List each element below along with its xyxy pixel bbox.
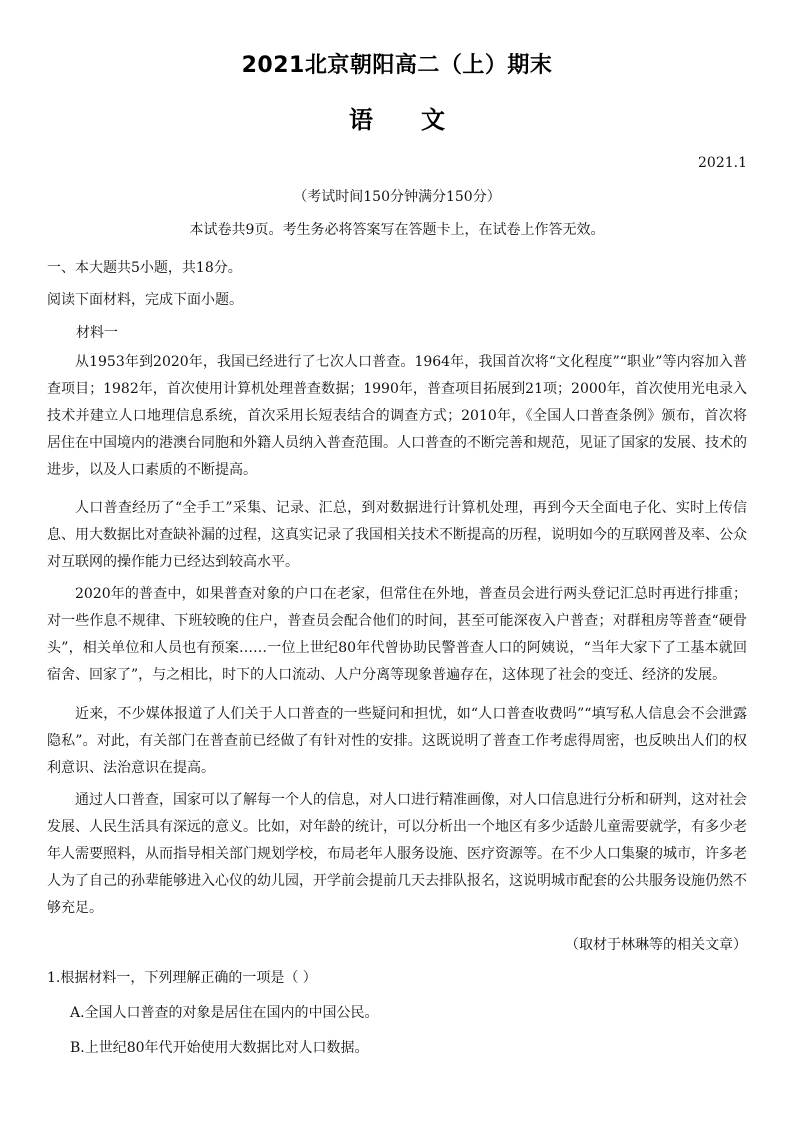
material-paragraph-2: 人口普查经历了“全手工”采集、记录、汇总，到对数据进行计算机处理，再到今天全面电子化、实时上传信息、用大数据比对查缺补漏的过程，这真实记录了我国相关技术不断提高的历程，说明如今的互联网普及率、公众对互联网的操作能力已经达到较高水平。 xyxy=(47,500,747,570)
material-paragraph-1: 从1953年到2020年，我国已经进行了七次人口普查。1964年，我国首次将“文化程度”“职业”等内容加入普查项目；1982年，首次使用计算机处理普查数据；1990年，普查项目拓展到21项；2000年，首次使用光电录入技术并建立人口地理信息系统，首次采用长短表结合的调查方式；2010年，《全国人口普查条例》颁布，首次将居住在中国境内的港澳台同胞和外籍人员纳入普查范围。人口普查的不断完善和规范，见证了国家的发展、技术的进步，以及人口素质的不断提高。 xyxy=(47,354,747,478)
question-1-option-a: A.全国人口普查的对象是居住在国内的中国公民。 xyxy=(70,1005,379,1021)
exam-date: 2021.1 xyxy=(698,155,747,171)
exam-time-note: （考试时间150分钟满分150分） xyxy=(293,189,501,205)
material-paragraph-3: 2020年的普查中，如果普查对象的户口在老家，但常住在外地，普查员会进行两头登记汇总时再进行排重；对一些作息不规律、下班较晚的住户，普查员会配合他们的时间，甚至可能深夜入户普查；对群租房等普查“硬骨头”，相关单位和人员也有预案……一位上世纪80年代曾协助民警普查人口的阿姨说，“当年大家下了工基本就回宿舍、回家了”，与之相比，时下的人口流动、人户分离等现象普遍存在，这体现了社会的变迁、经济的发展。 xyxy=(47,586,747,683)
material-source: （取材于林琳等的相关文章） xyxy=(565,937,747,953)
section-heading: 一、本大题共5小题，共18分。 xyxy=(47,260,242,276)
material-paragraph-5: 通过人口普查，国家可以了解每一个人的信息，对人口进行精准画像，对人口信息进行分析和研判，这对社会发展、人民生活具有深远的意义。比如，对年龄的统计，可以分析出一个地区有多少适龄儿童需要就学，有多少老年人需要照料，从而指导相关部门规划学校，布局老年人服务设施、医疗资源等。在不少人口集聚的城市，许多老人为了自己的孙辈能够进入心仪的幼儿园，开学前会提前几天去排队报名，这说明城市配套的公共服务设施仍然不够充足。 xyxy=(47,792,747,916)
subject-char-1: 语 xyxy=(349,106,373,134)
exam-title: 2021北京朝阳高二（上）期末 xyxy=(241,53,553,78)
reading-instruction: 阅读下面材料，完成下面小题。 xyxy=(47,292,243,308)
material-title: 材料一 xyxy=(76,325,118,341)
subject-title xyxy=(0,100,794,135)
subject-char-2: 文 xyxy=(421,106,445,134)
material-paragraph-4: 近来，不少媒体报道了人们关于人口普查的一些疑问和担忧，如“人口普查收费吗”“填写私人信息会不会泄露隐私”。对此，有关部门在普查前已经做了有针对性的安排。这既说明了普查工作考虑得周密，也反映出人们的权利意识、法治意识在提高。 xyxy=(47,706,747,776)
question-1-stem: 1.根据材料一，下列理解正确的一项是（ ） xyxy=(47,970,317,986)
question-1-option-b: B.上世纪80年代开始使用大数据比对人口数据。 xyxy=(70,1040,369,1056)
exam-notice: 本试卷共9页。考生务必将答案写在答题卡上，在试卷上作答无效。 xyxy=(189,222,605,238)
